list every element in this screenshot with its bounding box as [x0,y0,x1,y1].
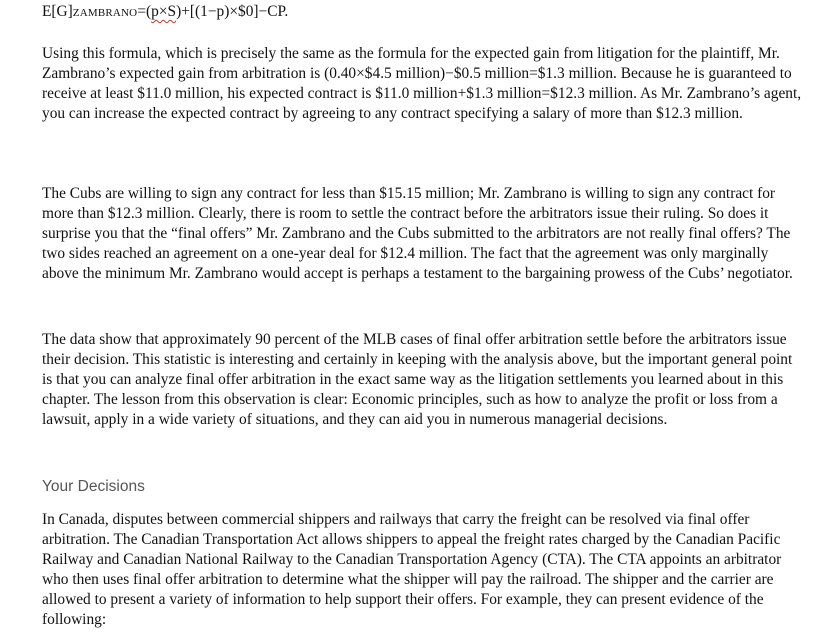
paragraph-cubs-settlement: The Cubs are willing to sign any contract for less than $15.15 million; Mr. Zambrano is willing to sign any contract for more than $12.3 million. Clearly, there is room to settle the contract before the arbitrators issue their ruling. So does it surprise you that the “final offers” Mr. Zambrano and the Cubs submitted to the arbitrators are not really final offers? The two sides reached an agreement on a one-year deal for $12.4 million. The fact that the agreement was only marginally above the minimum Mr. Zambrano would accept is perhaps a testament to the bargaining prowess of the Cubs’ negotiator. [42,185,793,282]
formula-spellcheck-term: p×S [151,3,177,20]
paragraph-canada-arbitration: In Canada, disputes between commercial shippers and railways that carry the freight can be resolved via final offer arbitration. The Canadian Transportation Act allows shippers to appeal the freight rates charged by the Canadian Pacific Railway and Canadian National Railway to the Canadian Transportation Agency (CTA). The CTA appoints an arbitrator who then uses final offer arbitration to determine what the shipper will pay the railroad. The shipper and the carrier are allowed to present a variety of information to help support their offers. For example, they can present evidence of the following: [42,511,782,628]
paragraph-mlb-data: The data show that approximately 90 percent of the MLB cases of final offer arbitration settle before the arbitrators issue their decision. This statistic is interesting and certainly in keeping with the analysis above, but the important general point is that you can analyze final offer arbitration in the exact same way as the litigation settlements you learned about in this chapter. The lesson from this observation is clear: Economic principles, such as how to analyze the profit or loss from a lawsuit, apply in a wide variety of situations, and they can aid you in numerous managerial decisions. [42,331,793,428]
section-heading-your-decisions: Your Decisions [42,478,145,495]
formula-rest: )+[(1−p)×$0]−CP. [176,3,289,20]
paragraph-expected-contract: Using this formula, which is precisely the same as the formula for the expected gain from litigation for the plaintiff, Mr. Zambrano’s expected gain from arbitration is (0.40×$4.5 million)−$0.5 million=$1.3 million. Because he is guaranteed to receive at least $11.0 million, his expected contract is $11.0 million+$1.3 million=$12.3 million. As Mr. Zambrano’s agent, you can increase the expected contract by agreeing to any contract specifying a salary of more than $12.3 million. [42,45,802,122]
expected-gain-formula [42,2,802,23]
formula-eq: =( [137,3,152,20]
formula-lead: E[G] [42,3,73,20]
formula-subscript: ZAMBRANO [72,7,138,19]
